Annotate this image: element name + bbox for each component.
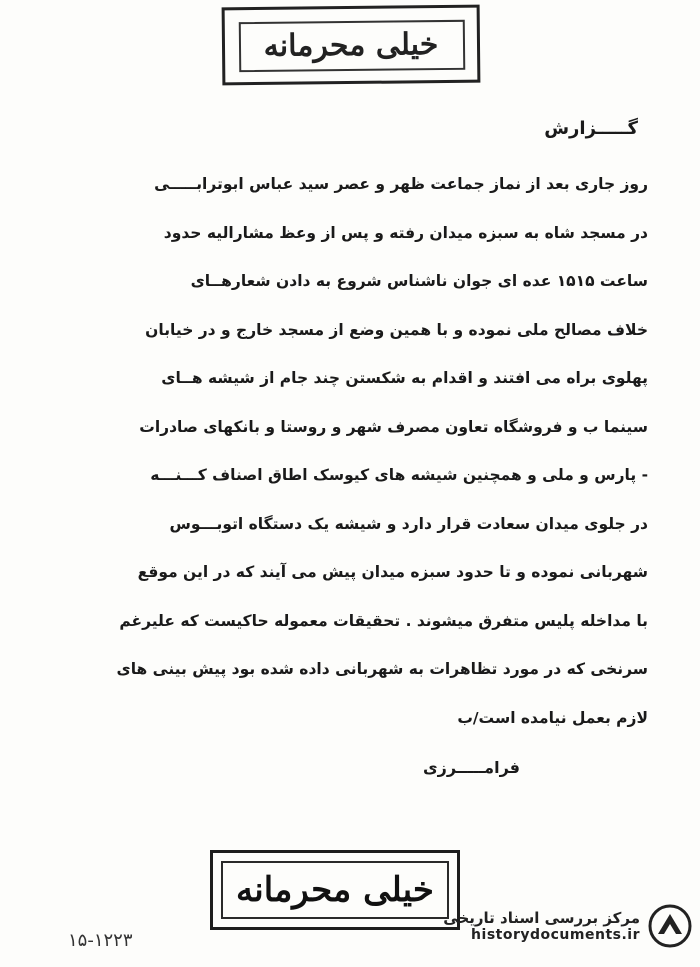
report-line: - پارس و ملی و همچنین شیشه های کیوسک اطاق اصناف کـــنـــه — [150, 466, 648, 484]
classification-stamp-bottom — [210, 850, 460, 930]
report-line: سینما ب و فروشگاه تعاون مصرف شهر و روستا و بانکهای صادرات — [139, 417, 648, 436]
report-line: در مسجد شاه به سبزه میدان رفته و پس از وعظ مشارالیه حدود — [163, 223, 648, 242]
report-line: لازم بعمل نیامده است/ب — [457, 708, 648, 727]
report-line: سرنخی که در مورد تظاهرات به شهربانی داده شده بود پیش بینی های — [116, 660, 648, 678]
classification-stamp-top-text: خیلی محرمانه — [263, 26, 439, 64]
report-line: در جلوی میدان سعادت قرار دارد و شیشه یک دستگاه اتوبـــوس — [169, 514, 648, 533]
watermark-url: historydocuments.ir — [471, 927, 640, 943]
report-line: شهربانی نموده و تا حدود سبزه میدان پیش می آیند که در این موقع — [137, 563, 648, 581]
archive-logo-icon — [648, 904, 692, 948]
report-line: با مداخله پلیس متفرق میشوند . تحقیقات معموله حاکیست که علیرغم — [119, 611, 648, 630]
report-body — [88, 160, 648, 742]
classification-stamp-top — [222, 5, 481, 86]
watermark-text — [443, 909, 640, 943]
watermark — [443, 904, 692, 948]
report-line: پهلوی براه می افتند و اقدام به شکستن چند جام از شیشه هــای — [161, 369, 648, 387]
report-title: گـــــزارش — [544, 118, 638, 139]
watermark-title-fa: مرکز بررسی اسناد تاریخی — [443, 909, 640, 927]
document-number: ۱۵-۱۲۲۳ — [68, 930, 133, 951]
report-line: خلاف مصالح ملی نموده و با همین وضع از مسجد خارج و در خیابان — [145, 320, 648, 339]
signature: فرامـــــرزی — [423, 758, 520, 777]
report-line: ساعت ۱۵۱۵ عده ای جوان ناشناس شروع به دادن شعارهــای — [190, 272, 648, 290]
report-line: روز جاری بعد از نماز جماعت ظهر و عصر سید عباس ابوترابـــــی — [154, 175, 648, 193]
classification-stamp-bottom-text: خیلی محرمانه — [236, 870, 434, 910]
